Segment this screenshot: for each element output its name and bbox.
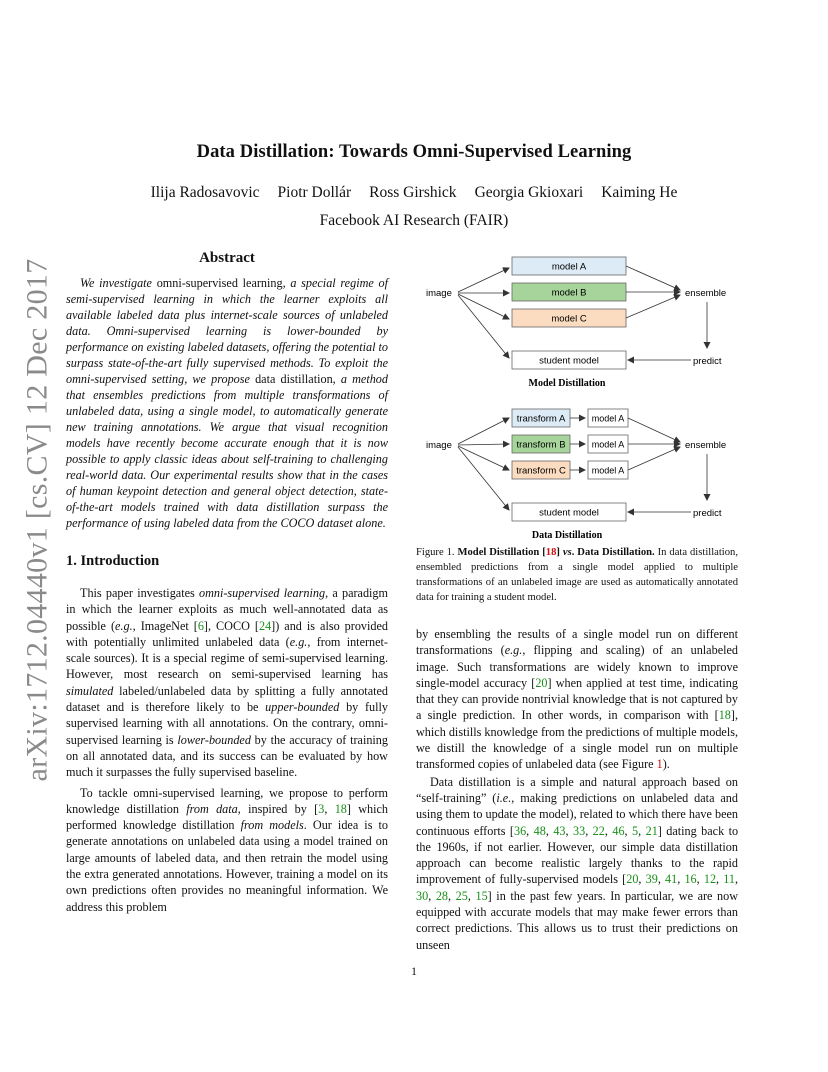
text-run: . Our idea is to generate annotations on unlabeled data using a model trained on large amounts of labeled data, and then retrain the model using the extra generated annotations. However, training a model on its own predictions often provides no meaningful information. We address this problem (66, 818, 388, 914)
citation-link[interactable]: 18 (334, 801, 347, 816)
model-distillation-diagram (426, 257, 726, 389)
text-run: . Data Distillation. (571, 547, 655, 558)
model-distillation-title: Model Distillation (528, 378, 606, 389)
text-run: e.g. (115, 618, 133, 633)
text-run: omni-supervised learning (198, 586, 326, 600)
bottom-image-label: image (426, 440, 452, 451)
citation-link[interactable]: 11 (723, 872, 736, 887)
citation-link[interactable]: 25 (455, 888, 468, 903)
citation-link[interactable]: 16 (684, 872, 697, 887)
author-name: Ross Girshick (369, 184, 457, 201)
text-run: , (624, 823, 633, 838)
text-run: Model Distillation [ (457, 547, 546, 558)
top-predict-label: predict (693, 356, 722, 367)
model-a-label: model A (551, 261, 587, 273)
arxiv-id: arXiv:1712.04440v1 [cs.CV] 12 Dec 2017 (20, 258, 54, 782)
citation-link[interactable]: 18 (718, 708, 731, 723)
text-run: , (324, 801, 335, 816)
text-run: ] (556, 547, 563, 558)
intro-paragraph-2 (66, 785, 388, 915)
text-run: ] which performed knowledge distillation (66, 801, 389, 833)
citation-link[interactable]: 20 (535, 675, 548, 690)
text-run: , (545, 823, 554, 838)
text-run: , (657, 872, 666, 887)
text-run: data distillation (255, 372, 333, 386)
text-run: by fully supervised learning with all annotations. On the contrary, omni-supervised learning is (66, 700, 388, 747)
page-number: 1 (411, 964, 417, 978)
bottom-predict-label: predict (693, 508, 722, 519)
bottom-student-label: student model (539, 507, 599, 519)
text-run: omni-supervised learning (156, 276, 283, 290)
citation-link[interactable]: 43 (553, 823, 566, 838)
text-run: vs (562, 547, 572, 558)
intro-paragraph-1 (66, 585, 388, 781)
text-run: ] dating back to the 1960s, if not earlier. However, our simple data distillation approach can become realistic largely thanks to the rapid improvement of fully-supervised models [ (416, 823, 739, 887)
text-run: , ImageNet [ (132, 618, 198, 633)
citation-link[interactable]: 12 (703, 872, 717, 887)
text-run: This paper investigates (80, 586, 199, 600)
figure-1-diagram (416, 250, 746, 542)
author-name: Kaiming He (601, 184, 678, 201)
figure-1-caption (416, 545, 738, 605)
citation-link[interactable]: 5 (632, 823, 639, 838)
text-run: ], COCO [ (203, 618, 259, 633)
figure-ref-link[interactable]: 18 (545, 547, 557, 558)
citation-link[interactable]: 33 (573, 823, 586, 838)
text-run: , (448, 888, 456, 903)
citation-link[interactable]: 36 (513, 823, 527, 838)
transform-c-label: transform C (516, 465, 566, 477)
citation-link[interactable]: 28 (435, 888, 449, 903)
text-run: , (638, 872, 646, 887)
citation-link[interactable]: 3 (318, 801, 325, 816)
author-name: Piotr Dollár (277, 184, 352, 201)
citation-link[interactable]: 22 (592, 823, 605, 838)
text-run: i.e. (496, 790, 512, 805)
author-name: Ilija Radosavovic (150, 184, 260, 201)
text-run: ] in the past few years. In particular, we are now equipped with accurate models that may make fewer errors than correct predictions. This allows us to trust their predictions on unseen (416, 888, 739, 952)
text-run: To tackle omni-supervised learning, we propose to perform knowledge distillation (66, 785, 388, 816)
model-b-label: model B (551, 287, 587, 299)
text-run: , (735, 872, 739, 887)
text-run: , (716, 872, 724, 887)
citation-link[interactable]: 39 (645, 872, 658, 887)
transform-b-label: transform B (516, 439, 566, 451)
citation-link[interactable]: 15 (475, 888, 488, 903)
text-run: upper-bounded (265, 700, 340, 715)
model-a-label-3: model A (591, 465, 625, 476)
text-run: , (526, 823, 534, 838)
text-run: lower-bounded (177, 732, 251, 747)
abstract-heading: Abstract (199, 250, 255, 266)
citation-link[interactable]: 21 (645, 823, 658, 838)
data-distillation-diagram (426, 409, 726, 541)
text-run: In data distillation, ensembled predictions from a single model applied to multiple transformations of an unlabeled image are used as automatically annotated data for training a student model. (416, 547, 738, 603)
text-run: , (467, 888, 476, 903)
text-run: , (428, 888, 436, 903)
text-run: We investigate (80, 276, 157, 290)
text-run: , a paradigm in which the learner exploits as much well-annotated data as possible ( (66, 586, 389, 633)
text-run: from data (186, 801, 238, 816)
text-run: , (677, 872, 685, 887)
citation-link[interactable]: 24 (258, 618, 272, 633)
citation-link[interactable]: 20 (626, 872, 639, 887)
transform-a-label: transform A (516, 413, 566, 425)
text-run: , (638, 823, 646, 838)
model-a-label-2: model A (591, 439, 625, 450)
author-list (0, 184, 828, 202)
intro-paragraph-4 (416, 774, 738, 953)
affiliation: Facebook AI Research (FAIR) (319, 212, 509, 229)
intro-paragraph-3 (416, 626, 738, 773)
text-run: labeled/unlabeled data by splitting a fully annotated dataset and is therefore likely to be (66, 683, 388, 715)
text-run: , (585, 823, 593, 838)
text-run: , inspired by [ (237, 801, 319, 816)
text-run: by the accuracy of training on all annotated data, and its success can be evaluated by how much it surpasses the fully supervised baseline. (66, 732, 388, 780)
text-run: , (604, 823, 613, 838)
citation-link[interactable]: 46 (612, 823, 625, 838)
text-run: , (565, 823, 573, 838)
text-run: , making predictions on unlabeled data and using them to update the model), related to which there have been continuous efforts [ (416, 790, 738, 838)
model-c-label: model C (551, 313, 587, 325)
text-run: , flipping and scaling) of an unlabeled image. Such transformations are widely known to improve single-model accuracy [ (416, 643, 738, 690)
figure-ref-link[interactable]: 1 (656, 757, 663, 772)
right-column (416, 626, 738, 953)
text-run: , (696, 872, 704, 887)
arxiv-stamp (20, 258, 54, 782)
top-ensemble-label: ensemble (685, 288, 727, 299)
citation-link[interactable]: 41 (665, 872, 678, 887)
paper-title: Data Distillation: Towards Omni-Supervised Learning (196, 142, 632, 162)
text-run: simulated (66, 683, 114, 698)
text-run: ). (662, 757, 670, 772)
model-a-label-1: model A (591, 413, 625, 424)
text-run: ], which distills knowledge from the predictions of multiple models, we distill the knowledge of a single model run on multiple transformed copies of unlabeled data (see Figure (416, 708, 738, 772)
text-run: e.g. (504, 643, 523, 658)
text-run: Figure 1. (416, 547, 458, 558)
text-run: e.g. (289, 634, 308, 649)
top-student-label: student model (539, 355, 599, 367)
abstract-text (66, 275, 388, 531)
citation-link[interactable]: 6 (197, 618, 204, 633)
text-run: , a method that ensembles predictions from multiple transformations of unlabeled data, using a single model, to automatically generate new training annotations. We argue that visual recognition models have recently become accurate enough that it is now possible to apply classic ideas about self-training to challenging real-world data. Our experimental results show that in the cases of human keypoint detection and general object detection, state-of-the-art models trained with data distillation surpass the performance of using labeled data from the COCO dataset alone. (66, 372, 388, 530)
text-run: by ensembling the results of a single model run on different transformations ( (416, 627, 738, 658)
text-run: , a special regime of semi-supervised learning in which the learner exploits all available labeled data plus internet-scale sources of unlabeled data. Omni-supervised learning is lower-bounded by performance on existing labeled datasets, offering the potential to surpass state-of-the-art fully supervised methods. To exploit the omni-supervised setting, we propose (66, 276, 388, 386)
text-run: ] when applied at test time, indicating that they can provide nontrivial knowledge that is not captured by a single prediction. In other words, in comparison with [ (416, 675, 738, 723)
data-distillation-title: Data Distillation (531, 530, 603, 541)
text-run: Data distillation is a simple and natural approach based on “self-training” ( (416, 774, 738, 805)
citation-link[interactable]: 48 (533, 823, 546, 838)
text-run: from models (240, 818, 304, 833)
intro-heading: 1. Introduction (66, 553, 160, 569)
text-run: ]) and is also provided with potentially unlimited unlabeled data ( (66, 618, 388, 649)
bottom-ensemble-label: ensemble (685, 440, 727, 451)
top-image-label: image (426, 288, 452, 299)
citation-link[interactable]: 30 (416, 888, 429, 903)
text-run: , from internet-scale sources). It is a special regime of semi-supervised learning. However, most research on semi-supervised learning has (66, 634, 388, 682)
author-name: Georgia Gkioxari (474, 184, 584, 201)
left-column (66, 250, 388, 915)
